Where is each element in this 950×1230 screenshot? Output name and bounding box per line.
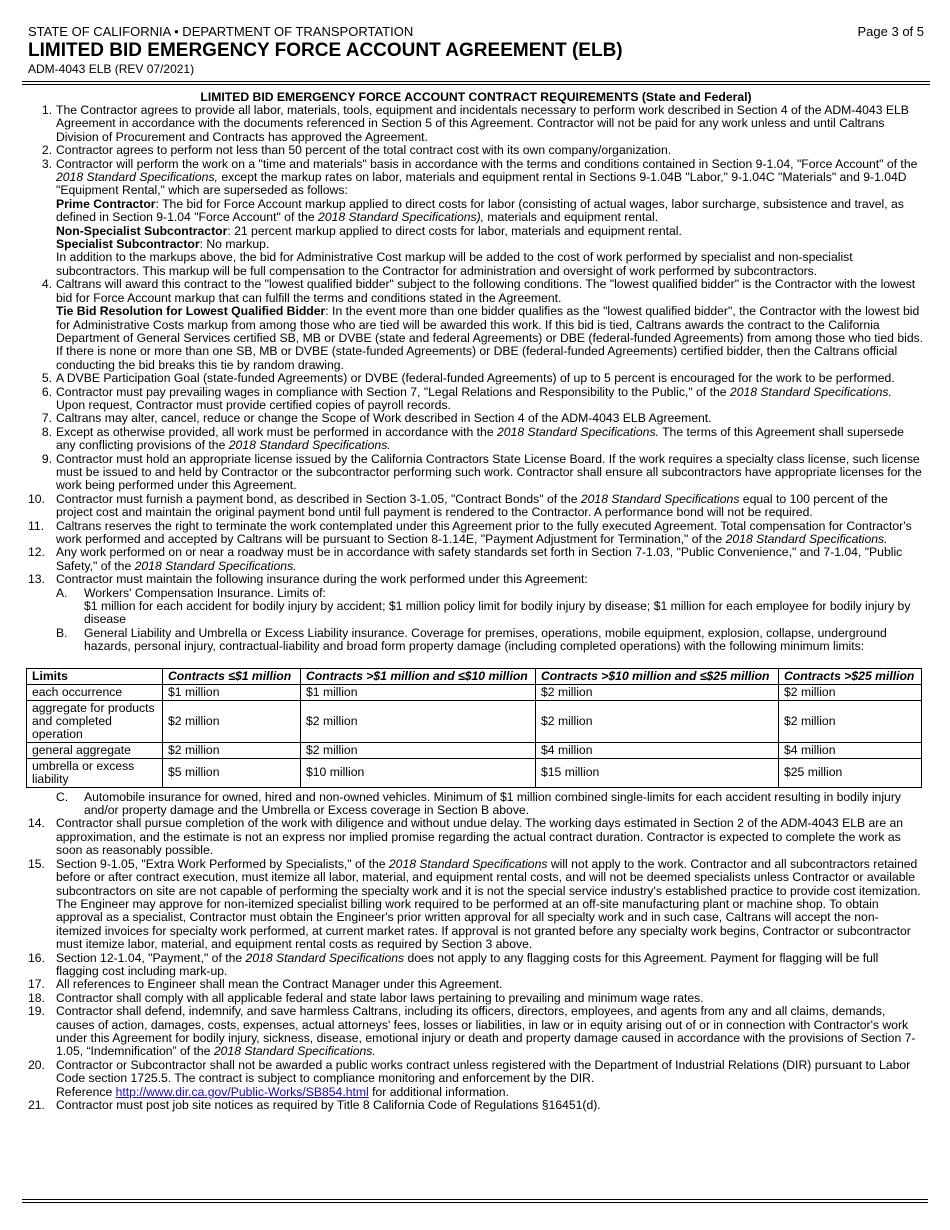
table-cell: $2 million bbox=[301, 700, 536, 742]
table-cell: $2 million bbox=[163, 700, 301, 742]
table-header: Contracts >$10 million and ≤$25 million bbox=[536, 668, 779, 684]
insurance-item-a: A. Workers' Compensation Insurance. Limits of: $1 million for each accident for bodily injury by accident; $1 million policy limit for bodily injury by disease; $1 million for each employee for bodily injury by disease bbox=[56, 585, 911, 627]
requirements-list bbox=[28, 104, 924, 654]
form-number: ADM-4043 ELB (REV 07/2021) bbox=[28, 62, 195, 76]
list-item: 11. Caltrans reserves the right to terminate the work contemplated under this Agreement prior to the fully executed Agreement. Total compensation for Contractor's work performed and accepted by Caltrans will be pursuant to Section 8-1.14E, "Payment Adjustment for Termination," of the 2018 Standard Specifications. bbox=[28, 518, 912, 546]
list-item: 6. Contractor must pay prevailing wages in compliance with Section 7, "Legal Relations and Responsibility to the Public," of the 2018 Standard Specifications. Upon request, Contractor must provide certified copies of payroll records. bbox=[41, 384, 892, 412]
list-item: 20. Contractor or Subcontractor shall not be awarded a public works contract unless registered with the Department of Industrial Relations (DIR) pursuant to Labor Code section 1725.5. The contract is subject to compliance monitoring and enforcement by the DIR. Reference http://www.dir.ca.gov/Public-Works/SB854.html for additional information. bbox=[28, 1059, 924, 1099]
list-item: 21. Contractor must post job site notices as required by Title 8 California Code of Regulations §16451(d). bbox=[28, 1098, 601, 1112]
agency-line: STATE OF CALIFORNIA • DEPARTMENT OF TRANSPORTATION bbox=[28, 24, 414, 39]
specialist-markup: Specialist Subcontractor: No markup. bbox=[56, 237, 270, 252]
list-item: 7. Caltrans may alter, cancel, reduce or change the Scope of Work described in Section 4 of the ADM-4043 ELB Agreement. bbox=[41, 411, 712, 426]
table-cell: $1 million bbox=[163, 684, 301, 700]
list-item: 12. Any work performed on or near a roadway must be in accordance with safety standards set forth in Section 7-1.03, "Public Convenience," and 7-1.04, "Public Safety," of the 2018 Standard Specifications. bbox=[28, 545, 903, 573]
list-item: 13. Contractor must maintain the following insurance during the work performed under this Agreement: A. Workers' Compensation Insurance. Limits of: $1 million for each accident for bodily injury by accident; $1 million policy limit for bodily injury by disease; $1 million for each employee for bodily injury by disease B. General Liability and Umbrella or Excess Liability insurance. Coverage for premises, operations, mobile equipment, explosion, collapse, underground hazards, personal injury, contractual-liability and broad form property damage (including completed operations) with the following minimum limits: bbox=[28, 573, 924, 653]
list-item: 5. A DVBE Participation Goal (state-funded Agreements) or DVBE (federal-funded Agreements) of up to 5 percent is encouraged for the work to be performed. bbox=[41, 371, 895, 386]
document-page bbox=[28, 24, 924, 1112]
table-cell: $10 million bbox=[301, 758, 536, 787]
insurance-item-b: B. General Liability and Umbrella or Excess Liability insurance. Coverage for premises, operations, mobile equipment, explosion, collapse, underground hazards, personal injury, contractual-liability and broad form property damage (including completed operations) with the following minimum limits: bbox=[56, 625, 887, 654]
table-row bbox=[27, 700, 922, 742]
list-item: C. Automobile insurance for owned, hired and non-owned vehicles. Minimum of $1 million combined single-limits for each accident resulting in bodily injury and/or property damage and the Umbrella or Excess coverage in Section B above. bbox=[56, 789, 901, 818]
list-item: 17. All references to Engineer shall mean the Contract Manager under this Agreement. bbox=[28, 977, 503, 992]
table-header: Contracts >$25 million bbox=[779, 668, 922, 684]
non-specialist-markup: Non-Specialist Subcontractor: 21 percent markup applied to direct costs for labor, materials and equipment rental. bbox=[56, 223, 682, 238]
list-item: 2. Contractor agrees to perform not less than 50 percent of the total contract cost with its own company/organization. bbox=[41, 143, 672, 158]
table-row bbox=[27, 684, 922, 700]
document-title: LIMITED BID EMERGENCY FORCE ACCOUNT AGREEMENT (ELB) bbox=[28, 40, 623, 61]
table-cell: umbrella or excess liability bbox=[27, 758, 163, 787]
table-header-row bbox=[27, 668, 922, 684]
list-item: 4. Caltrans will award this contract to the "lowest qualified bidder" subject to the following conditions. The "lowest qualified bidder" is the Contractor with the lowest bid for Force Account markup that can fulfill the terms and conditions stated in the Agreement. Tie Bid Resolution for Lowest Qualified Bidder: In the event more than one bidder qualifies as the "lowest qualified bidder", the Contractor with the lowest bid for Administrative Costs markup from among those who are tied will be awarded this work. If this bid is tied, Caltrans awards the contract to the California Department of General Services certified SB, MB or DVBE (state and federal Agreements) or DBE (federal-funded Agreements) from among those who tied bids. If there is none or more than one SB, MB or DVBE (state-funded Agreements) or DBE (federal-funded Agreements) certified bidder, then the Caltrans official conducting the bid breaks this tie by random drawing. bbox=[41, 277, 924, 372]
table-cell: general aggregate bbox=[27, 742, 163, 758]
header-divider bbox=[22, 81, 930, 85]
list-item: 1. The Contractor agrees to provide all labor, materials, tools, equipment and incidentals necessary to perform work described in Section 4 of the ADM-4043 ELB Agreement in accordance with the documents referenced in Section 5 of this Agreement. Contractor will not be paid for any work unless and until Caltrans Division of Procurement and Contracts has approved the Agreement. bbox=[41, 103, 909, 144]
dir-reference-link[interactable]: http://www.dir.ca.gov/Public-Works/SB854.html bbox=[115, 1084, 369, 1099]
requirements-list-continued bbox=[28, 791, 924, 1113]
table-row bbox=[27, 758, 922, 787]
list-item: 16. Section 12-1.04, "Payment," of the 2018 Standard Specifications does not apply to any flagging costs for this Agreement. Payment for flagging will be full flagging cost including mark-up. bbox=[28, 950, 879, 978]
table-header: Contracts ≤$1 million bbox=[163, 668, 301, 684]
table-cell: $5 million bbox=[163, 758, 301, 787]
table-cell: $15 million bbox=[536, 758, 779, 787]
list-item: 18. Contractor shall comply with all applicable federal and state labor laws pertaining to prevailing and minimum wage rates. bbox=[28, 990, 704, 1005]
table-cell: $2 million bbox=[301, 742, 536, 758]
list-item: 8. Except as otherwise provided, all work must be performed in accordance with the 2018 Standard Specifications. The terms of this Agreement shall supersede any conflicting provisions of the 2018 Standard Specifications. bbox=[41, 424, 904, 453]
table-cell: $2 million bbox=[536, 684, 779, 700]
table-cell: $4 million bbox=[779, 742, 922, 758]
section-title: LIMITED BID EMERGENCY FORCE ACCOUNT CONTRACT REQUIREMENTS (State and Federal) bbox=[200, 90, 752, 104]
dir-reference: Reference http://www.dir.ca.gov/Public-Works/SB854.html for additional information. bbox=[56, 1084, 509, 1099]
table-cell: each occurrence bbox=[27, 684, 163, 700]
table-header: Limits bbox=[27, 668, 163, 684]
list-item: 19. Contractor shall defend, indemnify, and save harmless Caltrans, including its officers, directors, employees, and agents from any and all claims, demands, causes of action, damages, costs, expenses, actual attorneys' fees, losses or liabilities, in law or in equity arising out of or in connection with Contractor's work under this Agreement for bodily injury, sickness, disease, emotional injury or death and property damage caused in accordance with the provisions of Section 7-1.05, “Indemnification” of the 2018 Standard Specifications. bbox=[28, 1004, 916, 1059]
table-cell: $2 million bbox=[779, 684, 922, 700]
table-row bbox=[27, 742, 922, 758]
list-item: 14. Contractor shall pursue completion of the work with diligence and without undue delay. The working days estimated in Section 2 of the ADM-4043 ELB are an approximation, and the estimate is not an express nor implied promise regarding the actual contract duration. Contractor is expected to complete the work as soon as reasonably possible. bbox=[28, 816, 904, 858]
table-cell: $2 million bbox=[536, 700, 779, 742]
document-header bbox=[28, 24, 924, 77]
table-cell: $25 million bbox=[779, 758, 922, 787]
table-header: Contracts >$1 million and ≤$10 million bbox=[301, 668, 536, 684]
insurance-limits-table bbox=[26, 668, 922, 788]
prime-contractor-markup: Prime Contractor: The bid for Force Account markup applied to direct costs for labor (consisting of actual wages, labor surcharge, subsistence and travel, as defined in Section 9-1.04 "Force Account" of the 2018 Standard Specifications), materials and equipment rental. bbox=[56, 196, 904, 225]
table-cell: $4 million bbox=[536, 742, 779, 758]
list-item: 15. Section 9-1.05, "Extra Work Performed by Specialists," of the 2018 Standard Specifications will not apply to the work. Contractor and all subcontractors retained before or after contract execution, must itemize all labor, material, and equipment rental costs, and will not be deemed specialists unless Contractor or available subcontractors on site are not capable of performing the specialty work and it is not the special service industry's established practice to provide cost itemization. The Engineer may approve for non-itemized specialist billing work required to be performed at an off-site manufacturing plant or machine shop. To obtain approval as a specialist, Contractor must obtain the Engineer's prior written approval for all specialty work and in such case, Caltrans will accept the non-itemized invoices for specialty work performed, at current market rates. If approval is not granted before any specialty work begins, Contractor or subcontractor must itemize labor, material, and equipment rental costs as required by Section 3 above. bbox=[28, 856, 921, 952]
footer-divider bbox=[22, 1199, 928, 1203]
list-item: 3. Contractor will perform the work on a "time and materials" basis in accordance with the terms and conditions contained in Section 9-1.04, "Force Account" of the 2018 Standard Specifications, except the markup rates on labor, materials and equipment rental in Sections 9-1.04B "Labor," 9-1.04C "Materials" and 9-1.04D "Equipment Rental," which are superseded as follows: Prime Contractor: The bid for Force Account markup applied to direct costs for labor (consisting of actual wages, labor surcharge, subsistence and travel, as defined in Section 9-1.04 "Force Account" of the 2018 Standard Specifications), materials and equipment rental. Non-Specialist Subcontractor: 21 percent markup applied to direct costs for labor, materials and equipment rental. Specialist Subcontractor: No markup. In addition to the markups above, the bid for Administrative Cost markup will be added to the cost of work performed by specialist and non-specialist subcontractors. This markup will be full compensation to the Contractor for administration and oversight of work performed by subcontractors. bbox=[28, 158, 924, 279]
table-cell: $2 million bbox=[779, 700, 922, 742]
list-item: 9. Contractor must hold an appropriate license issued by the California Contractors State License Board. If the work requires a specialty class license, such license must be issued to and held by Contractor or the subcontractor performing such work. Contractor shall ensure all subcontractors have appropriate licenses for the work being performed under this Agreement. bbox=[41, 451, 922, 493]
tie-bid-resolution: Tie Bid Resolution for Lowest Qualified Bidder: In the event more than one bidder qualifies as the "lowest qualified bidder", the Contractor with the lowest bid for Administrative Costs markup from among those who are tied will be awarded this work. If this bid is tied, Caltrans awards the contract to the California Department of General Services certified SB, MB or DVBE (state and federal Agreements) or DBE (federal-funded Agreements) from among those who tied bids. If there is none or more than one SB, MB or DVBE (state-funded Agreements) or DBE (federal-funded Agreements) certified bidder, then the Caltrans official conducting the bid breaks this tie by random drawing. bbox=[56, 304, 924, 372]
administrative-markup: In addition to the markups above, the bid for Administrative Cost markup will be added to the cost of work performed by specialist and non-specialist subcontractors. This markup will be full compensation to the Contractor for administration and oversight of work performed by subcontractors. bbox=[56, 250, 853, 278]
table-cell: $1 million bbox=[301, 684, 536, 700]
table-cell: $2 million bbox=[163, 742, 301, 758]
table-cell: aggregate for products and completed operation bbox=[27, 700, 163, 742]
page-number: Page 3 of 5 bbox=[857, 24, 924, 39]
list-item: 10. Contractor must furnish a payment bond, as described in Section 3-1.05, "Contract Bonds" of the 2018 Standard Specifications equal to 100 percent of the project cost and maintain the original payment bond until full payment is rendered to the Contractor. A performance bond will not be required. bbox=[28, 491, 888, 520]
